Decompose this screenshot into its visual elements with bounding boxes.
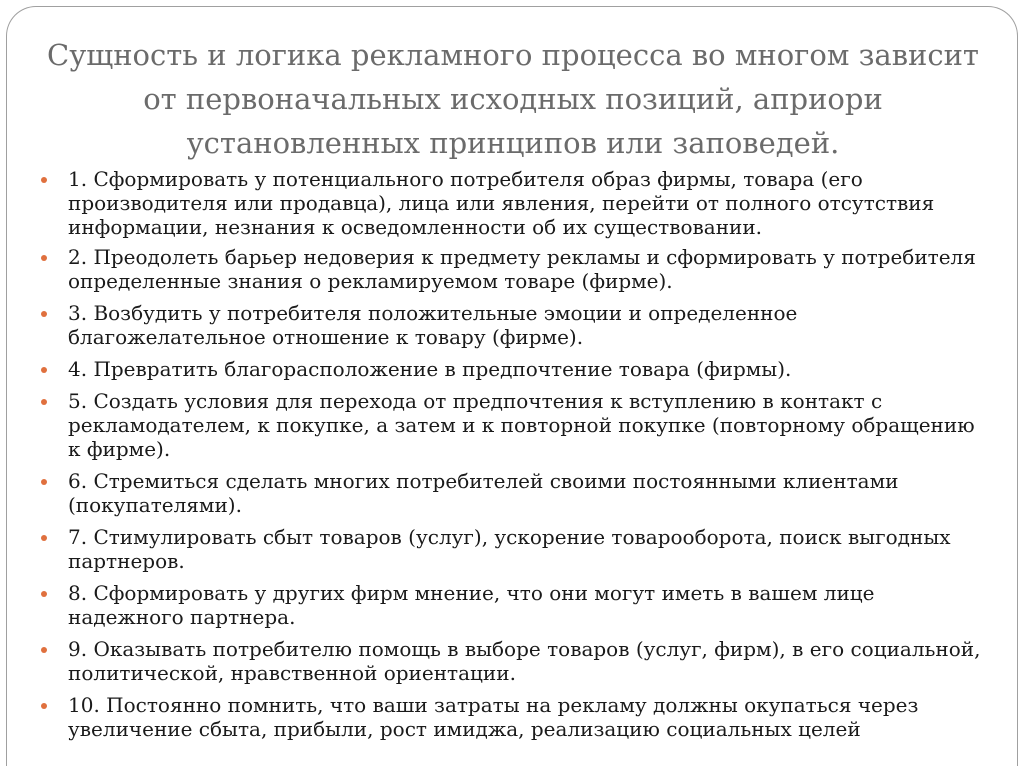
bullet-list <box>31 167 991 749</box>
list-item <box>31 581 991 629</box>
bullet-dot-icon <box>41 703 47 709</box>
list-item <box>31 637 991 685</box>
bullet-dot-icon <box>41 479 47 485</box>
list-item-text: 5. Создать условия для перехода от предпочтения к вступлению в контакт с рекламодателем, к покупке, а затем и к повторной покупке (повторному обращению к фирме). <box>68 389 975 461</box>
bullet-dot-icon <box>41 399 47 405</box>
list-item-text: 6. Стремиться сделать многих потребителей своими постоянными клиентами (покупателями). <box>68 469 899 517</box>
list-item-text: 2. Преодолеть барьер недоверия к предмету рекламы и сформировать у потребителя определенные знания о рекламируемом товаре (фирме). <box>68 245 976 293</box>
bullet-dot-icon <box>41 367 47 373</box>
list-item-text: 8. Сформировать у других фирм мнение, что они могут иметь в вашем лице надежного партнера. <box>68 581 875 629</box>
list-item-text: 1. Сформировать у потенциального потребителя образ фирмы, товара (его производителя или продавца), лица или явления, перейти от полного отсутствия информации, незнания к осведомленности об их существовании. <box>68 167 935 239</box>
bullet-dot-icon <box>41 591 47 597</box>
list-item-text: 10. Постоянно помнить, что ваши затраты на рекламу должны окупаться через увеличение сбыта, прибыли, рост имиджа, реализацию социальных целей <box>68 693 919 741</box>
list-item <box>31 301 991 349</box>
list-item <box>31 245 991 293</box>
slide-frame <box>6 6 1018 766</box>
slide-title: Сущность и логика рекламного процесса во многом зависит от первоначальных исходных позиций, априори установленных принципов или заповедей. <box>47 38 979 160</box>
bullet-dot-icon <box>41 647 47 653</box>
list-item <box>31 525 991 573</box>
list-item <box>31 469 991 517</box>
list-item <box>31 167 991 239</box>
list-item-text: 7. Стимулировать сбыт товаров (услуг), ускорение товарооборота, поиск выгодных партнеров. <box>68 525 951 573</box>
bullet-dot-icon <box>41 255 47 261</box>
list-item-text: 9. Оказывать потребителю помощь в выборе товаров (услуг, фирм), в его социальной, политической, нравственной ориентации. <box>68 637 981 685</box>
bullet-dot-icon <box>41 311 47 317</box>
list-item <box>31 389 991 461</box>
bullet-dot-icon <box>41 535 47 541</box>
list-item <box>31 693 991 741</box>
list-item <box>31 357 991 381</box>
list-item-text: 3. Возбудить у потребителя положительные эмоции и определенное благожелательное отношение к товару (фирме). <box>68 301 798 349</box>
bullet-dot-icon <box>41 177 47 183</box>
list-item-text: 4. Превратить благорасположение в предпочтение товара (фирмы). <box>68 357 792 381</box>
